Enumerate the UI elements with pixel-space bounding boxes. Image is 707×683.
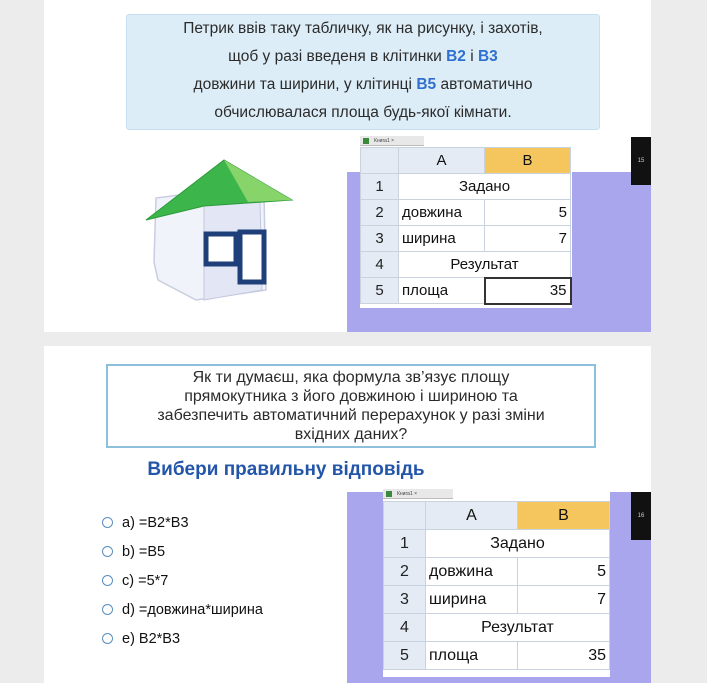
question-line-4: обчислювалася площа будь-якої кімнати. [214,104,512,121]
column-header-b[interactable]: B [485,148,571,174]
cell-b2[interactable]: 5 [485,200,571,226]
cell-b3[interactable]: 7 [485,226,571,252]
radio-button[interactable] [102,575,113,586]
cell-b3[interactable]: 7 [518,586,610,614]
sheet-grid [383,501,610,670]
column-header-b[interactable]: B [518,502,610,530]
answer-options [102,508,263,653]
cell-b2[interactable]: 5 [518,558,610,586]
cell-ref-b2: B2 [446,48,466,65]
cell-a2[interactable]: довжина [399,200,485,226]
question-line-1: Як ти думаєш, яка формула зв’язує площу [192,369,510,386]
radio-button[interactable] [102,546,113,557]
column-header-a[interactable]: A [426,502,518,530]
select-all-corner[interactable] [361,148,399,174]
cell-a1-merged[interactable]: Задано [399,174,571,200]
answer-option-b[interactable]: b) =B5 [102,537,263,566]
row-header[interactable]: 2 [361,200,399,226]
row-header[interactable]: 3 [361,226,399,252]
question-box-2 [106,364,596,448]
page-number-badge: 16 [631,492,651,540]
row-header[interactable]: 1 [384,530,426,558]
question-line-2: щоб у разі введеня в клітинки B2 і B3 [228,48,498,65]
question-box-1 [126,14,600,130]
answer-option-c[interactable]: c) =5*7 [102,566,263,595]
question-line-4: вхідних даних? [294,426,408,443]
cell-ref-b5: B5 [416,76,437,93]
spreadsheet-1 [360,136,572,308]
row-header[interactable]: 5 [361,278,399,304]
cell-a2[interactable]: довжина [426,558,518,586]
row-header[interactable]: 4 [361,252,399,278]
answer-option-d[interactable]: d) =довжина*ширина [102,595,263,624]
cell-a1-merged[interactable]: Задано [426,530,610,558]
cell-a4-merged[interactable]: Результат [399,252,571,278]
cell-b5[interactable]: 35 [518,642,610,670]
row-header[interactable]: 2 [384,558,426,586]
radio-button[interactable] [102,604,113,615]
radio-button[interactable] [102,633,113,644]
cell-a5[interactable]: площа [399,278,485,304]
answer-option-e[interactable]: e) B2*B3 [102,624,263,653]
select-all-corner[interactable] [384,502,426,530]
excel-icon [363,138,369,144]
workbook-tab[interactable]: Книга1 × [360,136,424,146]
choose-heading: Вибери правильну відповідь [147,459,425,480]
spreadsheet-2 [383,489,610,677]
sheet-grid [360,147,572,305]
question-line-1: Петрик ввів таку табличку, як на рисунку, і захотів, [183,20,543,37]
question-line-2: прямокутника з його довжиною і шириною та [184,388,518,405]
cell-ref-b3: B3 [477,48,498,65]
row-header[interactable]: 1 [361,174,399,200]
slide-15 [44,0,651,332]
page-number-badge: 15 [631,137,651,185]
answer-option-a[interactable]: a) =B2*B3 [102,508,263,537]
row-header[interactable]: 4 [384,614,426,642]
cell-b5[interactable]: 35 [485,278,571,304]
cell-a3[interactable]: ширина [426,586,518,614]
radio-button[interactable] [102,517,113,528]
workbook-tab[interactable]: Книга1 × [383,489,453,499]
question-line-3: довжини та ширини, у клітинці B5 автоматично [193,76,533,93]
column-header-a[interactable]: A [399,148,485,174]
house-icon [144,150,294,310]
row-header[interactable]: 5 [384,642,426,670]
slide-16 [44,346,651,683]
row-header[interactable]: 3 [384,586,426,614]
cell-a4-merged[interactable]: Результат [426,614,610,642]
question-line-3: забезпечить автоматичний перерахунок у разі зміни [157,407,545,424]
cell-a3[interactable]: ширина [399,226,485,252]
cell-a5[interactable]: площа [426,642,518,670]
excel-icon [386,491,392,497]
